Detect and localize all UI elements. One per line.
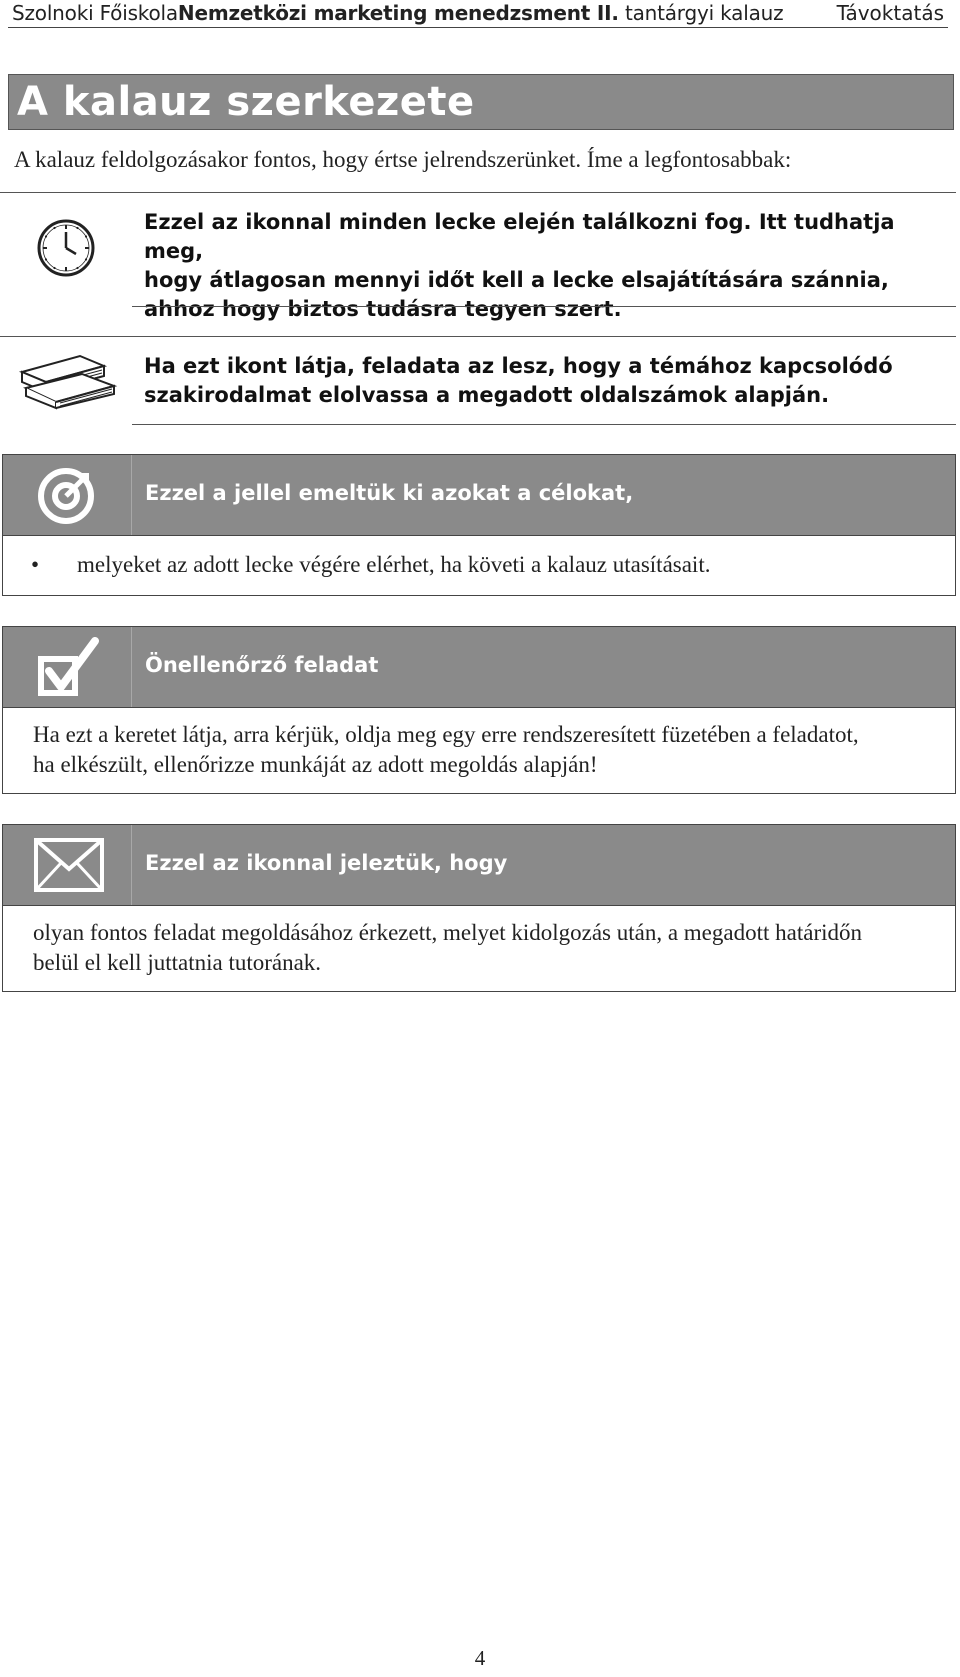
books-icon: [18, 350, 118, 410]
clock-icon: [36, 218, 96, 278]
target-icon: [37, 467, 95, 525]
self-check-box: [2, 626, 956, 794]
page-number: 4: [474, 1646, 486, 1670]
self-check-heading: Önellenőrző feladat: [145, 653, 379, 677]
books-description: [144, 352, 893, 410]
assignment-header: [3, 825, 955, 905]
goals-text: melyeket az adott lecke végére elérhet, ha követi a kalauz utasításait.: [77, 552, 711, 577]
self-check-body: [3, 707, 955, 793]
assignment-heading: Ezzel az ikonnal jeleztük, hogy: [145, 851, 508, 875]
header-guide: tantárgyi kalauz: [618, 1, 784, 25]
checkbox-icon: [37, 637, 107, 699]
goals-box: [2, 454, 956, 596]
header-mode: Távoktatás: [836, 1, 944, 25]
clock-line-2: hogy átlagosan mennyi időt kell a lecke elsajátítására szánnia,: [144, 268, 889, 292]
divider: [132, 424, 956, 425]
goals-body: [3, 535, 955, 595]
clock-line-1: Ezzel az ikonnal minden lecke elején találkozni fog. Itt tudhatja meg,: [144, 210, 895, 263]
assignment-line-1: olyan fontos feladat megoldásához érkezett, melyet kidolgozás után, a megadott határidőn: [33, 920, 862, 945]
divider: [132, 306, 956, 307]
section-title: A kalauz szerkezete: [17, 79, 475, 125]
self-check-header: [3, 627, 955, 707]
assignment-box: [2, 824, 956, 992]
header-divider: [131, 825, 132, 905]
self-check-line-1: Ha ezt a keretet látja, arra kérjük, oldja meg egy erre rendszeresített füzetében a feladatot,: [33, 722, 859, 747]
bullet: •: [31, 552, 40, 577]
header-rule: [8, 27, 948, 28]
assignment-line-2: belül el kell juttatnia tutorának.: [33, 950, 322, 975]
header-school: Szolnoki Főiskola: [12, 1, 178, 25]
divider: [0, 192, 956, 193]
header-divider: [131, 455, 132, 535]
books-line-1: Ha ezt ikont látja, feladata az lesz, hogy a témához kapcsolódó: [144, 354, 893, 378]
books-line-2: szakirodalmat elolvassa a megadott oldalszámok alapján.: [144, 383, 830, 407]
intro-text: A kalauz feldolgozásakor fontos, hogy értse jelrendszerünket. Íme a legfontosabbak:: [14, 147, 792, 172]
goals-header: [3, 455, 955, 535]
divider: [0, 336, 956, 337]
self-check-line-2: ha elkészült, ellenőrizze munkáját az adott megoldás alapján!: [33, 752, 598, 777]
envelope-icon: [33, 837, 105, 893]
header-left: [12, 1, 783, 25]
clock-line-3: ahhoz hogy biztos tudásra tegyen szert.: [144, 297, 622, 321]
goals-heading: Ezzel a jellel emeltük ki azokat a célokat,: [145, 481, 634, 505]
section-title-box: [8, 74, 954, 130]
assignment-body: [3, 905, 955, 991]
header-divider: [131, 627, 132, 707]
header-course: Nemzetközi marketing menedzsment II.: [177, 1, 619, 25]
